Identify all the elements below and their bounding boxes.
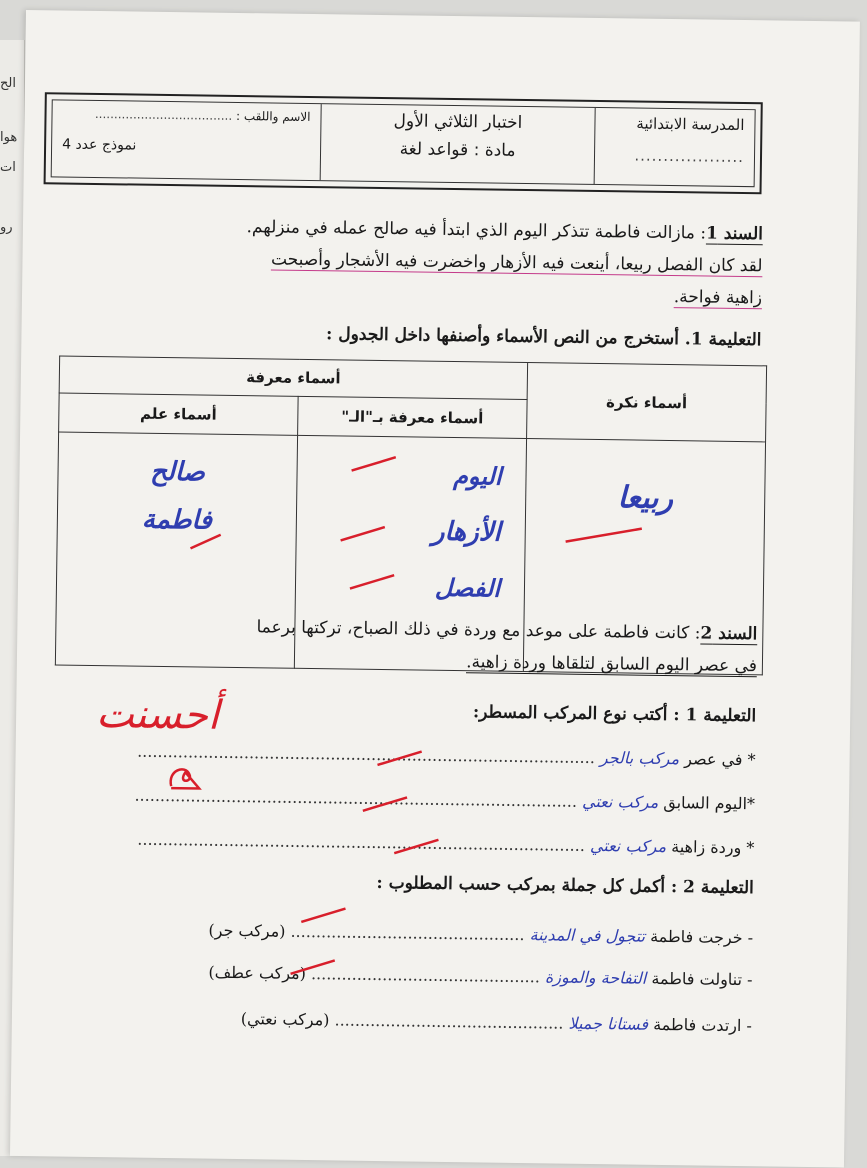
answer-al: الأزهار <box>431 516 501 548</box>
item-3-answer: تتجول في المدينة <box>529 925 646 946</box>
check-mark-icon <box>188 532 222 550</box>
item-3-row: - خرجت فاطمة تتجول في المدينة .............................................. (مركب جر) <box>208 920 754 948</box>
exam-title-cell <box>320 104 595 184</box>
item-2-answer: مركب نعتي <box>589 835 667 857</box>
school-cell <box>594 108 755 186</box>
edge-fragment: ات <box>0 160 16 175</box>
item-3-prompt: - ارتدت فاطمة <box>653 1014 753 1036</box>
item-3-row: - ارتدت فاطمة فستانا جميلا ............................................. (مركب نعتي) <box>240 1009 753 1036</box>
sanad-1-line-1: : مازالت فاطمة تتذكر اليوم الذي ابتدأ فيه صالح عمله في منزلهم. <box>246 217 707 244</box>
name-dots: .................................... <box>94 106 233 123</box>
model-number: نموذج عدد 4 <box>62 136 137 154</box>
check-mark-icon <box>564 526 644 545</box>
sanad-1-label: السند 1 <box>705 223 764 245</box>
instruction-1: التعليمة 1. أستخرج من النص الأسماء وأصنفها داخل الجدول : <box>325 324 762 351</box>
item-3-row: - تناولت فاطمة التفاحة والموزة ............................................. (مركب عطف) <box>208 962 753 990</box>
item-2-prompt: *اليوم السابق <box>663 792 756 814</box>
exam-title: اختبار الثلاثي الأول <box>393 111 523 133</box>
sanad-1-line-2: لقد كان الفصل ربيعا، أينعت فيه الأزهار واخضرت فيه الأشجار وأصبحت <box>270 249 763 277</box>
item-3-answer: التفاحة والموزة <box>544 967 647 988</box>
item-3-prompt: - تناولت فاطمة <box>651 968 753 990</box>
teacher-grade-mark: أحسنت <box>95 691 220 739</box>
item-2-row: *اليوم السابق مركب نعتي ....................................................................................... <box>134 785 756 814</box>
exam-subject: مادة : قواعد لغة <box>399 139 516 161</box>
check-mark-icon <box>339 524 387 543</box>
edge-fragment: رو <box>0 220 13 235</box>
school-label: المدرسة الابتدائية <box>636 114 745 135</box>
header-nakira: أسماء نكرة <box>527 363 767 442</box>
item-2-answer: مركب بالجر <box>599 748 680 769</box>
name-label: الاسم واللقب : <box>235 108 311 124</box>
item-2-prompt: * في عصر <box>684 749 756 770</box>
sanad-1 <box>62 209 763 315</box>
answer-alam: صالح <box>149 456 206 488</box>
student-name-cell <box>52 100 321 180</box>
answer-alam: فاطمة <box>141 504 213 536</box>
instruction-2: التعليمة 1 : أكتب نوع المركب المسطر: <box>472 702 757 727</box>
answer-al: الفصل <box>434 572 501 603</box>
item-2-answer: مركب نعتي <box>581 791 659 812</box>
school-dots: ................... <box>634 146 745 167</box>
instruction-3: التعليمة 2 : أكمل كل جملة بمركب حسب المطلوب : <box>376 872 754 899</box>
check-mark-icon <box>361 795 409 814</box>
sanad-2-line-2: في عصر اليوم السابق لتلقاها وردة زاهية. <box>466 652 758 677</box>
item-3-answer: فستانا جميلا <box>568 1013 649 1034</box>
check-mark-icon <box>289 958 337 977</box>
item-3-type: (مركب عطف) <box>208 962 307 984</box>
check-mark-icon <box>392 837 440 856</box>
item-3-prompt: - خرجت فاطمة <box>650 926 754 948</box>
sanad-2-label: السند 2 <box>700 623 758 645</box>
header-al: أسماء معرفة بـ"الـ" <box>298 396 528 438</box>
sanad-2-line-1: : كانت فاطمة على موعد مع وردة في ذلك الصباح، تركتها برعما <box>256 617 701 644</box>
item-2-row: * في عصر مركب بالجر .......................................................................................... <box>137 741 756 770</box>
edge-fragment: هوا <box>0 130 18 145</box>
check-mark-icon <box>348 573 396 592</box>
check-mark-icon <box>299 906 347 925</box>
item-3-type: (مركب نعتي) <box>240 1009 330 1030</box>
header-maarifa: أسماء معرفة <box>59 356 527 400</box>
worksheet-page <box>10 10 860 1168</box>
check-mark-icon <box>350 455 398 474</box>
exam-header <box>44 92 763 194</box>
item-2-row: * وردة زاهية مركب نعتي ........................................................................................ <box>137 829 755 858</box>
edge-fragment: الح <box>0 76 16 91</box>
header-alam: أسماء علم <box>59 393 299 435</box>
sanad-2 <box>57 609 758 683</box>
sanad-1-line-3: زاهية فواحة. <box>673 287 763 309</box>
item-2-prompt: * وردة زاهية <box>671 837 755 858</box>
check-mark-icon <box>375 749 423 768</box>
answer-al: اليوم <box>452 461 502 491</box>
answer-nakira: ربيعا <box>617 480 674 517</box>
item-3-type: (مركب جر) <box>208 920 286 941</box>
